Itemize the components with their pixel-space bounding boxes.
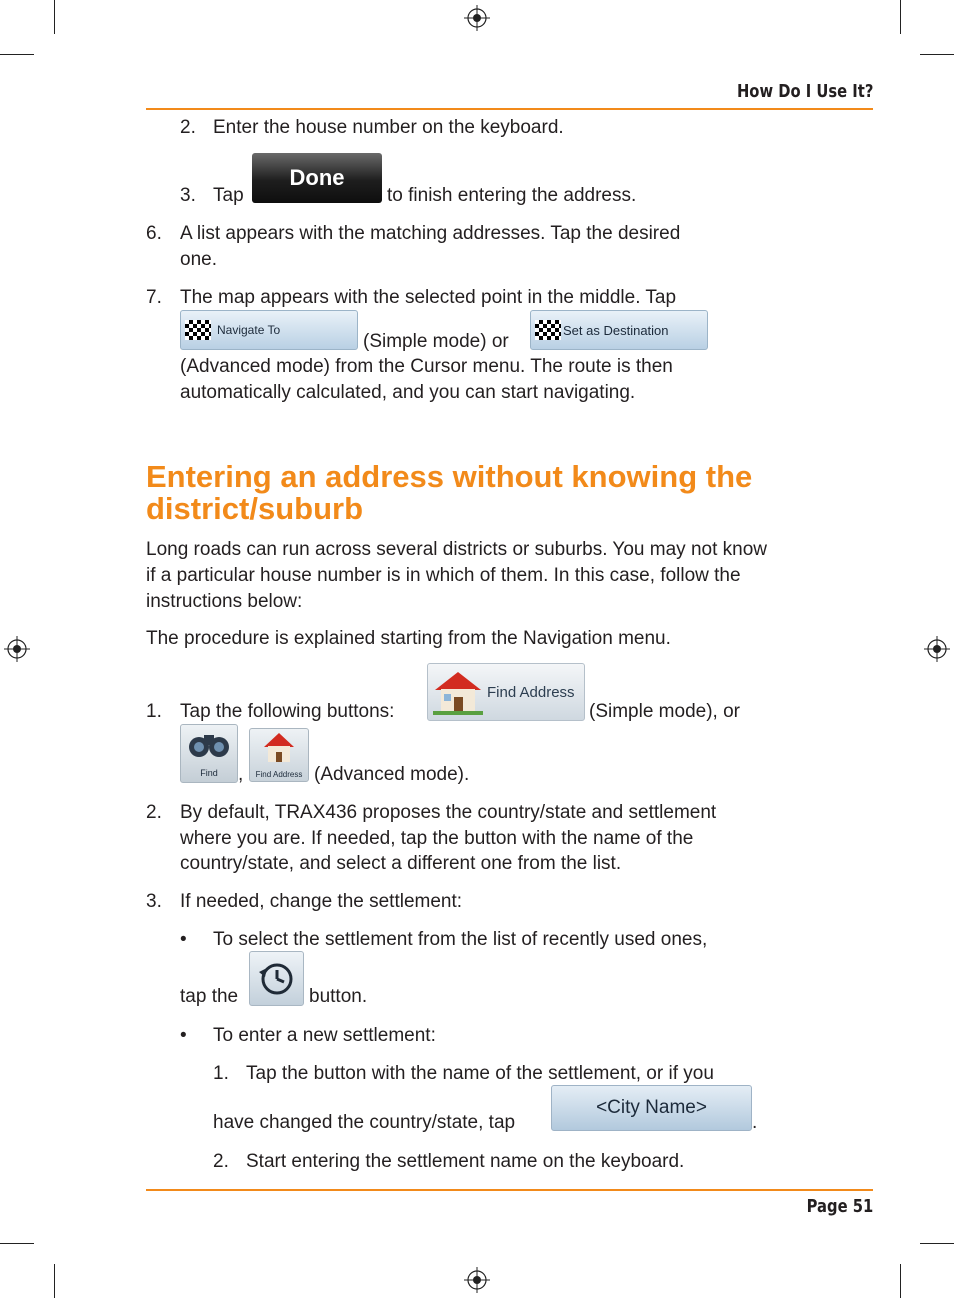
step-number: 1.	[146, 701, 162, 722]
step-text: Tap the following buttons:	[180, 701, 395, 722]
step-text: By default, TRAX436 proposes the country/state and settlement	[180, 802, 717, 823]
crop-mark	[920, 1243, 954, 1244]
registration-mark-icon	[464, 1267, 490, 1293]
step-number: 7.	[146, 287, 162, 308]
section-heading: district/suburb	[146, 491, 364, 526]
step-text: one.	[180, 249, 217, 270]
registration-mark-icon	[924, 636, 950, 662]
set-as-destination-button[interactable]	[530, 310, 708, 350]
button-label: Find Address	[487, 683, 575, 701]
step-text: Tap the button with the name of the settlement, or if you	[246, 1063, 714, 1084]
crop-mark	[54, 0, 55, 34]
find-address-small-button[interactable]	[249, 728, 309, 782]
step-text: The map appears with the selected point in the middle. Tap	[180, 287, 677, 308]
step-text: tap the	[180, 986, 239, 1007]
step-text: where you are. If needed, tap the button with the name of the	[180, 828, 694, 849]
comma-text: ,	[238, 764, 244, 785]
binoculars-icon	[181, 725, 237, 763]
city-name-button[interactable]: <City Name>	[551, 1085, 752, 1131]
crop-mark	[54, 1264, 55, 1298]
checkered-flag-icon	[535, 320, 561, 340]
crop-mark	[900, 0, 901, 34]
paragraph-text: The procedure is explained starting from the Navigation menu.	[146, 628, 671, 649]
house-icon	[431, 668, 485, 716]
button-label: Set as Destination	[563, 322, 669, 338]
registration-mark-icon	[464, 5, 490, 31]
step-text: to finish entering the address.	[387, 185, 637, 206]
done-button[interactable]: Done	[252, 153, 382, 203]
step-number: 3.	[180, 185, 196, 206]
house-icon	[250, 729, 308, 765]
find-address-button[interactable]	[427, 663, 585, 721]
step-text: Enter the house number on the keyboard.	[213, 117, 564, 138]
step-number: 2.	[180, 117, 196, 138]
bullet: •	[180, 1025, 187, 1046]
step-text: (Advanced mode) from the Cursor menu. The route is then	[180, 356, 673, 377]
step-text: A list appears with the matching addresses. Tap the desired	[180, 223, 681, 244]
step-text: (Simple mode), or	[589, 701, 740, 722]
step-number: 2.	[213, 1151, 229, 1172]
crop-mark	[0, 54, 34, 55]
history-clock-icon	[250, 952, 303, 1005]
step-text: (Simple mode) or	[363, 331, 509, 352]
footer-rule	[146, 1189, 873, 1191]
running-header: How Do I Use It?	[736, 81, 873, 102]
find-button[interactable]	[180, 724, 238, 783]
step-number: 3.	[146, 891, 162, 912]
crop-mark	[900, 1264, 901, 1298]
punctuation: .	[752, 1112, 758, 1133]
step-text: To enter a new settlement:	[213, 1025, 436, 1046]
button-label: Find Address	[255, 770, 303, 779]
recent-settlements-button[interactable]	[249, 951, 304, 1006]
step-text: button.	[309, 986, 368, 1007]
paragraph-text: if a particular house number is in which of them. In this case, follow the	[146, 565, 741, 586]
paragraph-text: instructions below:	[146, 591, 303, 612]
step-text: To select the settlement from the list of recently used ones,	[213, 929, 708, 950]
section-heading: Entering an address without knowing the	[146, 459, 753, 494]
registration-mark-icon	[4, 636, 30, 662]
navigate-to-button[interactable]	[180, 310, 358, 350]
step-text: have changed the country/state, tap	[213, 1112, 516, 1133]
checkered-flag-icon	[185, 320, 211, 340]
paragraph-text: Long roads can run across several districts or suburbs. You may not know	[146, 539, 767, 560]
page-number: Page 51	[806, 1196, 873, 1217]
step-text: Start entering the settlement name on the keyboard.	[246, 1151, 685, 1172]
bullet: •	[180, 929, 187, 950]
step-text: country/state, and select a different one from the list.	[180, 853, 622, 874]
button-label: Find	[200, 768, 218, 778]
header-rule	[146, 108, 873, 110]
step-number: 1.	[213, 1063, 229, 1084]
step-text: If needed, change the settlement:	[180, 891, 463, 912]
step-number: 2.	[146, 802, 162, 823]
crop-mark	[0, 1243, 34, 1244]
step-text: automatically calculated, and you can start navigating.	[180, 382, 636, 403]
button-label: Navigate To	[217, 323, 281, 337]
step-number: 6.	[146, 223, 162, 244]
step-text: (Advanced mode).	[314, 764, 470, 785]
crop-mark	[920, 54, 954, 55]
step-text: Tap	[213, 185, 244, 206]
